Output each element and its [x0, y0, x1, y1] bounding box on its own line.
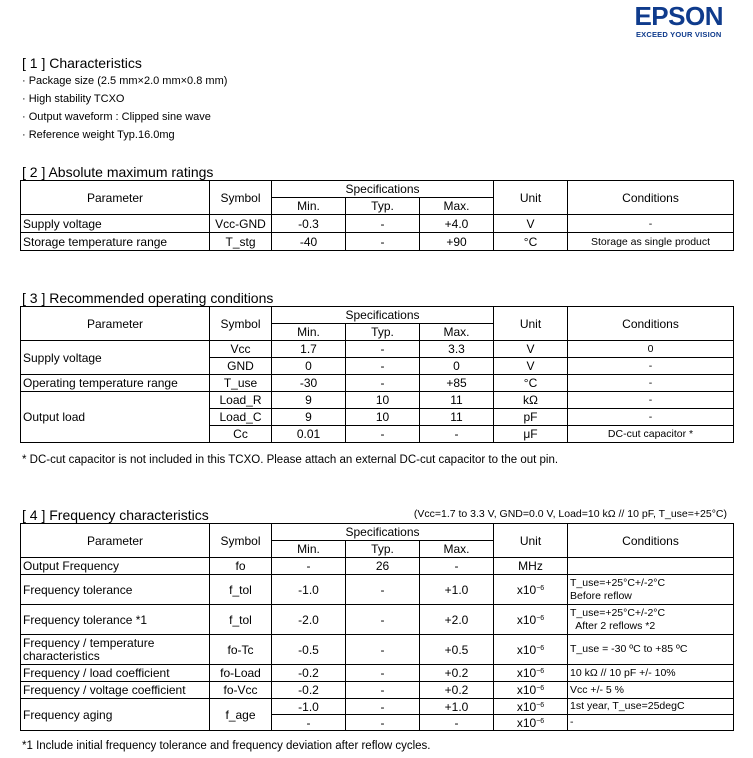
table-row [21, 392, 734, 409]
header-max: Max. [420, 541, 494, 558]
table-row [21, 215, 734, 233]
cell-unit: $x10^{-6}$ [494, 665, 568, 682]
header-typ: Typ. [346, 324, 420, 341]
cell-unit: μF [494, 426, 568, 443]
cell-typ: - [346, 575, 420, 605]
absolute-max-ratings-table [20, 180, 734, 251]
header-parameter: Parameter [21, 181, 210, 215]
cell-typ: - [346, 665, 420, 682]
cell-symbol: fo [210, 558, 272, 575]
frequency-characteristics-table [20, 523, 734, 731]
cell-cond: - [568, 358, 734, 375]
cell-symbol: fo-Tc [210, 635, 272, 665]
header-symbol: Symbol [210, 524, 272, 558]
cell-param: Frequency aging [21, 699, 210, 731]
cell-max: - [420, 558, 494, 575]
cell-unit: °C [494, 375, 568, 392]
cell-max: 11 [420, 392, 494, 409]
table-row [21, 635, 734, 665]
header-unit: Unit [494, 307, 568, 341]
cell-typ: - [346, 233, 420, 251]
cell-param: Supply voltage [21, 215, 210, 233]
frequency-note: *1 Include initial frequency tolerance and frequency deviation after reflow cycles. [22, 740, 431, 752]
header-max: Max. [420, 324, 494, 341]
cell-cond [568, 558, 734, 575]
cell-typ: 10 [346, 392, 420, 409]
brand-tagline: EXCEED YOUR VISION [635, 30, 722, 39]
cell-cond: 10 kΩ // 10 pF +/- 10% [568, 665, 734, 682]
cell-symbol: Load_R [210, 392, 272, 409]
header-min: Min. [272, 198, 346, 215]
header-specifications: Specifications [272, 524, 494, 541]
table-row [21, 341, 734, 358]
cell-typ: - [346, 715, 420, 731]
cell-max: +2.0 [420, 605, 494, 635]
table-row [21, 665, 734, 682]
cell-min: -0.5 [272, 635, 346, 665]
section-4-title: [ 4 ] Frequency characteristics [22, 507, 209, 523]
header-typ: Typ. [346, 198, 420, 215]
cell-param: Frequency / voltage coefficient [21, 682, 210, 699]
cell-cond: T_use = -30 ºC to +85 ºC [568, 635, 734, 665]
cell-typ: - [346, 426, 420, 443]
cell-cond: - [568, 715, 734, 731]
cell-typ: 26 [346, 558, 420, 575]
dc-cut-note: * DC-cut capacitor is not included in this TCXO. Please attach an external DC-cut capacitor to the out pin. [22, 454, 559, 466]
cell-param: Operating temperature range [21, 375, 210, 392]
cell-unit: $x10^{-6}$ [494, 605, 568, 635]
cell-cond: Vcc +/- 5 % [568, 682, 734, 699]
cell-max: 3.3 [420, 341, 494, 358]
cell-min: 1.7 [272, 341, 346, 358]
cell-unit: kΩ [494, 392, 568, 409]
cell-symbol: Vcc-GND [210, 215, 272, 233]
epson-logo [634, 2, 723, 39]
cell-typ: - [346, 215, 420, 233]
cell-param: Output Frequency [21, 558, 210, 575]
cell-max: +1.0 [420, 699, 494, 715]
cell-min: 9 [272, 409, 346, 426]
cell-max: +90 [420, 233, 494, 251]
cell-unit: pF [494, 409, 568, 426]
characteristic-item: · Output waveform : Clipped sine wave [22, 111, 211, 123]
table-row [21, 682, 734, 699]
cell-symbol: f_tol [210, 575, 272, 605]
recommended-conditions-table [20, 306, 734, 443]
header-specifications: Specifications [272, 307, 494, 324]
cell-min: 9 [272, 392, 346, 409]
cell-unit: $x10^{-6}$ [494, 699, 568, 715]
cell-symbol: T_use [210, 375, 272, 392]
cell-max: +0.2 [420, 665, 494, 682]
section-1-title: [ 1 ] Characteristics [22, 55, 142, 71]
cell-cond: - [568, 392, 734, 409]
characteristic-item: · High stability TCXO [22, 93, 125, 105]
cell-cond: DC-cut capacitor * [568, 426, 734, 443]
header-unit: Unit [494, 181, 568, 215]
cell-cond: T_use=+25°C+/-2°C Before reflow [568, 575, 734, 605]
cell-cond: - [568, 215, 734, 233]
cell-min: -0.2 [272, 682, 346, 699]
cell-min: -1.0 [272, 575, 346, 605]
cell-unit: MHz [494, 558, 568, 575]
header-symbol: Symbol [210, 181, 272, 215]
cell-param: Frequency / load coefficient [21, 665, 210, 682]
cell-typ: - [346, 682, 420, 699]
cell-unit: V [494, 215, 568, 233]
cell-typ: - [346, 699, 420, 715]
cell-min: 0 [272, 358, 346, 375]
header-parameter: Parameter [21, 524, 210, 558]
cell-max: +0.5 [420, 635, 494, 665]
cell-max: 11 [420, 409, 494, 426]
cell-typ: - [346, 341, 420, 358]
cell-symbol: f_age [210, 699, 272, 731]
cell-unit: V [494, 358, 568, 375]
cell-param: Supply voltage [21, 341, 210, 375]
table-row [21, 575, 734, 605]
cell-unit: $x10^{-6}$ [494, 575, 568, 605]
table-row [21, 699, 734, 715]
cell-param: Frequency tolerance *1 [21, 605, 210, 635]
header-parameter: Parameter [21, 307, 210, 341]
cell-typ: 10 [346, 409, 420, 426]
table-row [21, 233, 734, 251]
cell-min: 0.01 [272, 426, 346, 443]
cell-min: - [272, 715, 346, 731]
header-min: Min. [272, 324, 346, 341]
header-typ: Typ. [346, 541, 420, 558]
frequency-conditions-note: (Vcc=1.7 to 3.3 V, GND=0.0 V, Load=10 kΩ // 10 pF, T_use=+25°C) [413, 508, 727, 520]
cell-max: - [420, 426, 494, 443]
cell-symbol: Vcc [210, 341, 272, 358]
section-2-title: [ 2 ] Absolute maximum ratings [22, 164, 214, 180]
cell-cond: T_use=+25°C+/-2°C After 2 reflows *2 [568, 605, 734, 635]
cell-cond: Storage as single product [568, 233, 734, 251]
cell-cond: - [568, 409, 734, 426]
cell-unit: $x10^{-6}$ [494, 635, 568, 665]
cell-unit: $x10^{-6}$ [494, 682, 568, 699]
table-row [21, 558, 734, 575]
cell-symbol: fo-Vcc [210, 682, 272, 699]
header-min: Min. [272, 541, 346, 558]
cell-symbol: T_stg [210, 233, 272, 251]
cell-symbol: Load_C [210, 409, 272, 426]
cell-min: - [272, 558, 346, 575]
characteristic-item: · Package size (2.5 mm×2.0 mm×0.8 mm) [22, 75, 228, 87]
cell-typ: - [346, 605, 420, 635]
header-conditions: Conditions [568, 524, 734, 558]
cell-param: Frequency tolerance [21, 575, 210, 605]
header-unit: Unit [494, 524, 568, 558]
cell-symbol: GND [210, 358, 272, 375]
cell-param: Storage temperature range [21, 233, 210, 251]
header-specifications: Specifications [272, 181, 494, 198]
cell-cond: 1st year, T_use=25degC [568, 699, 734, 715]
cell-max: +85 [420, 375, 494, 392]
header-symbol: Symbol [210, 307, 272, 341]
cell-unit: $x10^{-6}$ [494, 715, 568, 731]
brand-name: EPSON [634, 1, 723, 31]
header-conditions: Conditions [568, 307, 734, 341]
cell-max: - [420, 715, 494, 731]
cell-cond: - [568, 375, 734, 392]
cell-symbol: f_tol [210, 605, 272, 635]
cell-min: -30 [272, 375, 346, 392]
cell-min: -40 [272, 233, 346, 251]
cell-param: Frequency / temperature characteristics [21, 635, 210, 665]
cell-min: -0.2 [272, 665, 346, 682]
cell-max: 0 [420, 358, 494, 375]
header-conditions: Conditions [568, 181, 734, 215]
cell-symbol: fo-Load [210, 665, 272, 682]
cell-min: -1.0 [272, 699, 346, 715]
cell-max: +4.0 [420, 215, 494, 233]
cell-max: +1.0 [420, 575, 494, 605]
cell-unit: °C [494, 233, 568, 251]
cell-max: +0.2 [420, 682, 494, 699]
table-row [21, 605, 734, 635]
cell-cond: 0 [568, 341, 734, 358]
cell-min: -2.0 [272, 605, 346, 635]
section-3-title: [ 3 ] Recommended operating conditions [22, 290, 274, 306]
cell-symbol: Cc [210, 426, 272, 443]
cell-param: Output load [21, 392, 210, 443]
cell-unit: V [494, 341, 568, 358]
cell-typ: - [346, 358, 420, 375]
cell-typ: - [346, 375, 420, 392]
cell-min: -0.3 [272, 215, 346, 233]
table-row [21, 375, 734, 392]
characteristic-item: · Reference weight Typ.16.0mg [22, 129, 175, 141]
cell-typ: - [346, 635, 420, 665]
header-max: Max. [420, 198, 494, 215]
